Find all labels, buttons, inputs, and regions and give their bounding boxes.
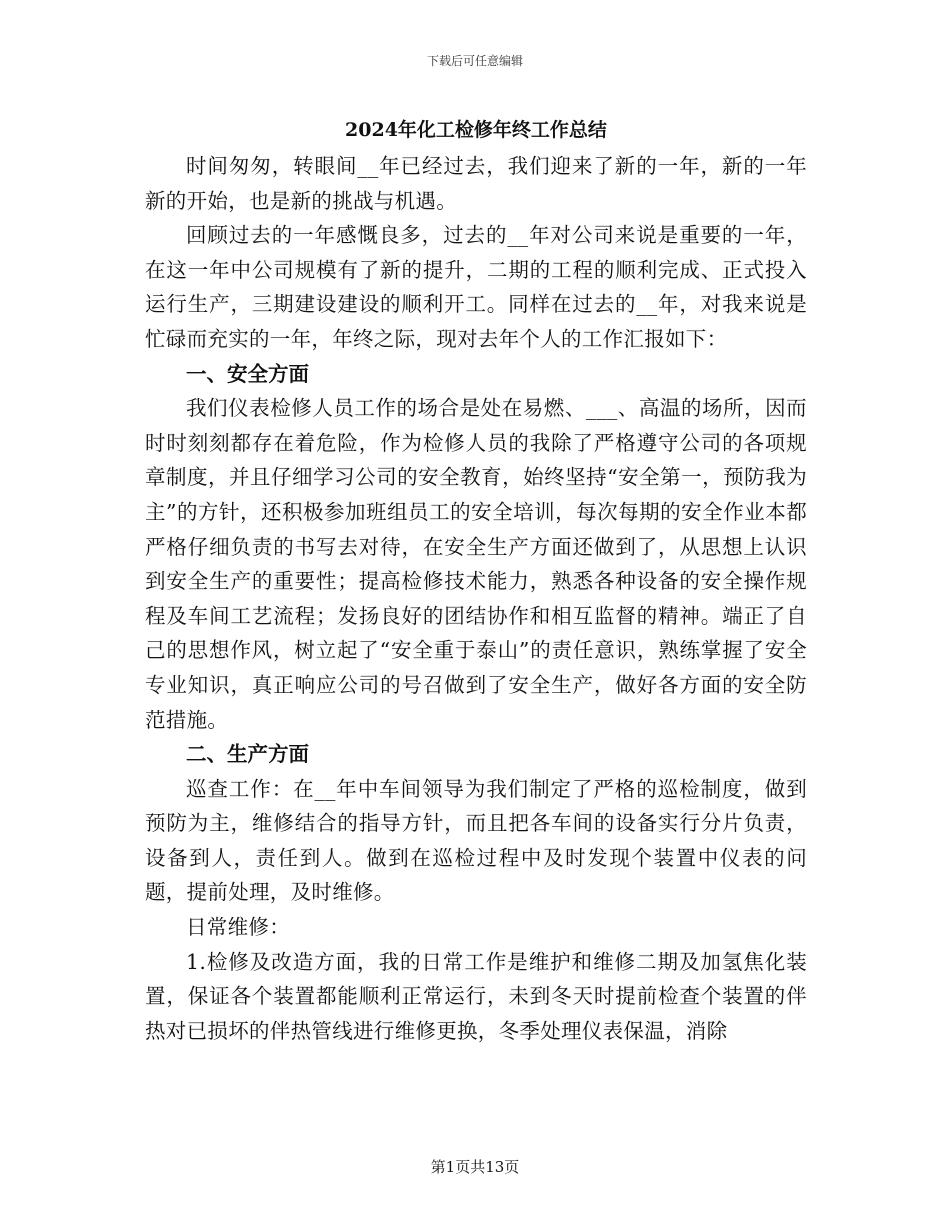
page-header-note: 下载后可任意编辑 [426,54,523,68]
paragraph: 巡查工作：在__年中车间领导为我们制定了严格的巡检制度，做到预防为主，维修结合的指导方针，而且把各车间的设备实行分片负责，设备到人，责任到人。做到在巡检过程中及时发现个装置中仪表的问题，提前处理，及时维修。 [145,776,807,905]
section-heading: 一、安全方面 [186,361,309,386]
paragraph: 我们仪表检修人员工作的场合是处在易燃、___、高温的场所，因而时时刻刻都存在着危险，作为检修人员的我除了严格遵守公司的各项规章制度，并且仔细学习公司的安全教育，始终坚持“安全第一，预防我为主”的方针，还积极参加班组员工的安全培训，每次每期的安全作业本都严格仔细负责的书写去对待，在安全生产方面还做到了，从思想上认识到安全生产的重要性；提高检修技术能力，熟悉各种设备的安全操作规程及车间工艺流程；发扬良好的团结协作和相互监督的精神。端正了自己的思想作风，树立起了“安全重于泰山”的责任意识，熟练掌握了安全专业知识，真正响应公司的号召做到了安全生产，做好各方面的安全防范措施。 [145,396,807,732]
paragraph: 日常维修： [186,915,290,940]
document-title: 2024年化工检修年终工作总结 [345,119,607,141]
paragraph: 时间匆匆，转眼间__年已经过去，我们迎来了新的一年，新的一年新的开始，也是新的挑战与机遇。 [145,154,807,213]
page-footer-page-number: 第1页共13页 [430,1158,520,1176]
paragraph: 回顾过去的一年感慨良多，过去的__年对公司来说是重要的一年，在这一年中公司规模有了新的提升，二期的工程的顺利完成、正式投入运行生产，三期建设建设的顺利开工。同样在过去的__年，对我来说是忙碌而充实的一年，年终之际，现对去年个人的工作汇报如下： [145,223,807,351]
document-body [145,113,807,1048]
document-blocks [145,149,807,1048]
paragraph: 1.检修及改造方面，我的日常工作是维护和维修二期及加氢焦化装置，保证各个装置都能顺利正常运行，未到冬天时提前检查个装置的伴热对已损坏的伴热管线进行维修更换，冬季处理仪表保温，消除 [145,949,807,1043]
section-heading: 二、生产方面 [186,742,309,767]
